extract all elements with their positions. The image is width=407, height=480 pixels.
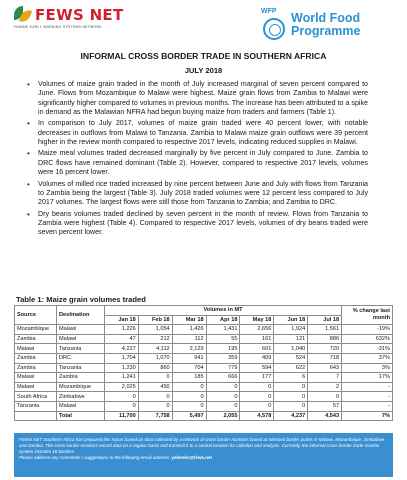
fews-net-logo xyxy=(14,6,134,42)
cell-source: Tanzania xyxy=(15,401,57,411)
cell-volume: 601 xyxy=(240,344,274,354)
cell-volume: 0 xyxy=(104,401,138,411)
table-title: Table 1: Maize grain volumes traded xyxy=(16,295,146,304)
table-row xyxy=(15,334,393,344)
cell-source: Malawi xyxy=(15,344,57,354)
cell-volume: 0 xyxy=(274,382,308,392)
cell-destination: DRC xyxy=(56,353,104,363)
cell-volume: 0 xyxy=(172,401,206,411)
cell-volume: 121 xyxy=(274,334,308,344)
cell-volume: 6 xyxy=(274,373,308,383)
column-header-change: % change last month xyxy=(342,306,393,325)
cell-volume: 195 xyxy=(206,344,240,354)
footer-note xyxy=(14,433,393,477)
cell-destination: Mozambique xyxy=(56,382,104,392)
cell-volume: 1,431 xyxy=(206,325,240,335)
cell-volume: 0 xyxy=(104,392,138,402)
cell-volume: 594 xyxy=(240,363,274,373)
column-header-month: Feb 18 xyxy=(138,315,172,325)
cell-volume: 0 xyxy=(240,392,274,402)
table-row xyxy=(15,392,393,402)
cell-volume: 55 xyxy=(206,334,240,344)
footer-contact-text: Please address any comments / suggestions to the following email address: xyxy=(19,455,172,461)
cell-volume: 0 xyxy=(274,401,308,411)
cell-volume: 0 xyxy=(206,392,240,402)
cell-change: -31% xyxy=(342,344,393,354)
cell-volume: 779 xyxy=(206,363,240,373)
column-header-month: Jan 18 xyxy=(104,315,138,325)
wfp-name xyxy=(291,12,360,38)
fews-net-name: FEWS NET xyxy=(35,6,124,24)
cell-volume: 1,924 xyxy=(274,325,308,335)
cell-destination: Zambia xyxy=(56,373,104,383)
column-header-month: Mar 18 xyxy=(172,315,206,325)
cell-source: Zambia xyxy=(15,334,57,344)
cell-volume: 704 xyxy=(172,363,206,373)
footer-email-link[interactable]: yehenko@fews.net xyxy=(171,455,212,461)
cell-destination: Malawi xyxy=(56,334,104,344)
cell-volume: 0 xyxy=(138,401,172,411)
cell-volume: 1,241 xyxy=(104,373,138,383)
column-header-month: Jun 18 xyxy=(274,315,308,325)
wfp-abbr: WFP xyxy=(261,8,277,15)
table-row xyxy=(15,325,393,335)
cell-volume: 0 xyxy=(240,401,274,411)
cell-change: - xyxy=(342,382,393,392)
column-header-month: Apr 18 xyxy=(206,315,240,325)
cell-volume: 1,426 xyxy=(172,325,206,335)
cell-change: 7% xyxy=(342,411,393,421)
report-title: INFORMAL CROSS BORDER TRADE IN SOUTHERN AFRICA xyxy=(80,51,327,61)
table-row xyxy=(15,353,393,363)
cell-volume: 4,237 xyxy=(274,411,308,421)
cell-source: Malawi xyxy=(15,373,57,383)
table-body xyxy=(15,325,393,421)
cell-volume: 1,704 xyxy=(104,353,138,363)
cell-volume: 0 xyxy=(138,373,172,383)
table-row xyxy=(15,373,393,383)
column-header-month: May 18 xyxy=(240,315,274,325)
cell-volume: 2 xyxy=(308,382,342,392)
cell-volume: 177 xyxy=(240,373,274,383)
cell-change: 632% xyxy=(342,334,393,344)
total-label: Total xyxy=(56,411,104,421)
cell-change: 3% xyxy=(342,363,393,373)
cell-change: -19% xyxy=(342,325,393,335)
column-header-source: Source xyxy=(15,306,57,325)
cell-volume: 524 xyxy=(274,353,308,363)
table-total-row xyxy=(15,411,393,421)
cell-volume: 0 xyxy=(138,392,172,402)
cell-volume: 0 xyxy=(308,392,342,402)
footer-contact xyxy=(19,455,388,461)
cell-source: Zambia xyxy=(15,353,57,363)
cell-volume: 1,070 xyxy=(138,353,172,363)
table-row xyxy=(15,363,393,373)
wfp-logo xyxy=(261,4,393,44)
cell-volume: 450 xyxy=(138,382,172,392)
summary-bullets xyxy=(38,80,368,240)
cell-volume: 409 xyxy=(240,353,274,363)
report-date: JULY 2018 xyxy=(184,66,223,75)
total-label xyxy=(15,411,57,421)
fews-net-subtitle: FAMINE EARLY WARNING SYSTEMS NETWORK xyxy=(14,25,102,29)
un-emblem-icon xyxy=(263,18,285,40)
document-header xyxy=(0,0,407,48)
summary-bullet-maize-meal: • Maize meal volumes traded decreased marginally by five percent in July compared to June. Zambia to DRC flows have remained dominant (Table 2). However, compared to respective 2017 levels, volumes were 16 percent lower. xyxy=(38,149,368,177)
cell-volume: 11,700 xyxy=(104,411,138,421)
cell-volume: 886 xyxy=(308,334,342,344)
cell-volume: 0 xyxy=(172,382,206,392)
cell-volume: 941 xyxy=(172,353,206,363)
cell-volume: 666 xyxy=(206,373,240,383)
cell-destination: Malawi xyxy=(56,401,104,411)
cell-volume: 57 xyxy=(308,401,342,411)
cell-volume: 1,561 xyxy=(308,325,342,335)
cell-volume: 4,227 xyxy=(104,344,138,354)
cell-volume: 0 xyxy=(240,382,274,392)
cell-change: - xyxy=(342,392,393,402)
cell-volume: 161 xyxy=(240,334,274,344)
cell-volume: 7,758 xyxy=(138,411,172,421)
column-header-destination: Destination xyxy=(56,306,104,325)
cell-volume: 7 xyxy=(308,373,342,383)
cell-volume: 718 xyxy=(308,353,342,363)
maize-grain-volumes-table xyxy=(14,305,393,421)
cell-volume: 0 xyxy=(206,401,240,411)
cell-volume: 2,055 xyxy=(206,411,240,421)
cell-volume: 2,656 xyxy=(240,325,274,335)
cell-volume: 1,040 xyxy=(274,344,308,354)
table-row xyxy=(15,382,393,392)
column-header-month: Jul 18 xyxy=(308,315,342,325)
cell-source: Malawi xyxy=(15,382,57,392)
footer-text: FEWS NET Southern Africa has prepared this report based on data collected by a network of cross border monitors based at selected border points in Malawi, Mozambique, Zimbabwe and Zambia. The cross border monitors record data on a regular basis and transmit it to a central location for collation and analysis. Currently, the informal cross border trade monitor system includes 18 borders. xyxy=(19,437,385,455)
cell-volume: 47 xyxy=(104,334,138,344)
cell-volume: 1,054 xyxy=(138,325,172,335)
cell-volume: 1,226 xyxy=(104,325,138,335)
summary-bullet-dry-beans: • Dry beans volumes traded declined by seven percent in the month of review. Flows from Tanzania to Zambia were highest (Table 4). Compared to respective 2017 levels, volumes of dry beans traded were seven percent lower. xyxy=(38,210,368,238)
cell-volume: 5,497 xyxy=(172,411,206,421)
cell-change: - xyxy=(342,401,393,411)
cell-volume: 622 xyxy=(274,363,308,373)
fews-leaf-icon xyxy=(14,6,32,24)
summary-bullet-milled-rice: • Volumes of milled rice traded increased by nine percent between June and July with flows from Tanzania to Zambia being the largest (Table 3). July 2018 traded volumes were 12 percent less compared to July 2017 volumes. The largest flows were still those from Tanzania to Zambia; and Zambia to DRC. xyxy=(38,180,368,208)
cell-change: 37% xyxy=(342,353,393,363)
cell-volume: 0 xyxy=(206,382,240,392)
cell-destination: Tanzania xyxy=(56,363,104,373)
cell-volume: 720 xyxy=(308,344,342,354)
cell-volume: 2,025 xyxy=(104,382,138,392)
cell-volume: 359 xyxy=(206,353,240,363)
cell-destination: Tanzania xyxy=(56,344,104,354)
wfp-name-line2: Programme xyxy=(291,24,361,38)
summary-bullet-maize-grain-june: • Volumes of maize grain traded in the month of July increased marginal of seven percent compared to June. Flows from Mozambique to Malawi were highest. Maize grain flows from Zambia to Malawi were significantly higher compared to volumes in previous months. The increase has been attributed to a spike in demand as the Malawian NFRA had begun buying maize from traders and farmers (Table 1). xyxy=(38,80,368,117)
cell-volume: 4,578 xyxy=(240,411,274,421)
wfp-name-line1: World Food xyxy=(291,11,361,25)
cell-volume: 2,129 xyxy=(172,344,206,354)
cell-volume: 643 xyxy=(308,363,342,373)
cell-volume: 185 xyxy=(172,373,206,383)
cell-volume: 0 xyxy=(274,392,308,402)
cell-destination: Zimbabwe xyxy=(56,392,104,402)
summary-bullet-maize-grain-2017: • In comparison to July 2017, volumes of maize grain traded were 40 percent lower, with notable decreases in outflows from Malawi to Tanzania. Zambia to Malawi maize grain outflows were 39 percent higher in the review month compared to respective 2017 levels, indicating reduced supplies in Malawi. xyxy=(38,119,368,147)
table-row xyxy=(15,344,393,354)
cell-volume: 4,543 xyxy=(308,411,342,421)
column-header-volumes: Volumes in MT xyxy=(104,306,341,316)
cell-volume: 0 xyxy=(172,392,206,402)
table-row xyxy=(15,401,393,411)
cell-volume: 212 xyxy=(138,334,172,344)
cell-source: South Africa xyxy=(15,392,57,402)
cell-change: 17% xyxy=(342,373,393,383)
cell-destination: Malawi xyxy=(56,325,104,335)
cell-volume: 1,230 xyxy=(104,363,138,373)
cell-source: Mozambique xyxy=(15,325,57,335)
cell-source: Zambia xyxy=(15,363,57,373)
cell-volume: 860 xyxy=(138,363,172,373)
cell-volume: 112 xyxy=(172,334,206,344)
cell-volume: 4,112 xyxy=(138,344,172,354)
